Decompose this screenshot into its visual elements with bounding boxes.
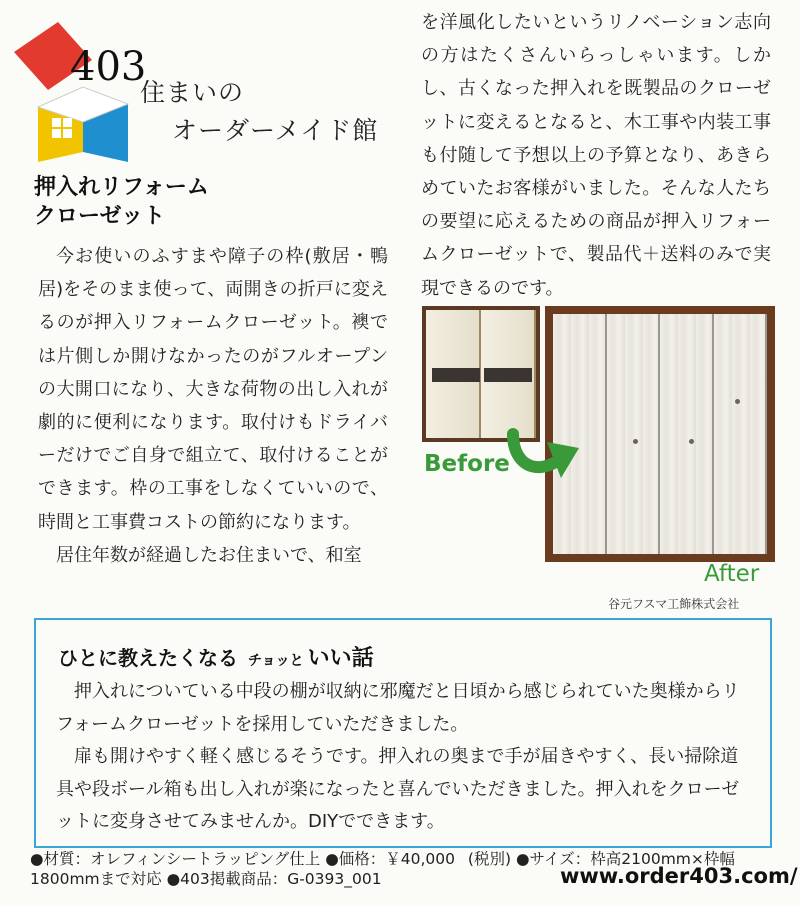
door-knob (689, 439, 694, 444)
tip-body (56, 676, 756, 839)
spec-size: ●サイズ：枠高2100mm×枠幅1800mmまで対応 (30, 850, 735, 888)
article-title-line2: クローゼット (34, 204, 166, 229)
fusuma-handle (484, 368, 532, 382)
article-title (34, 173, 209, 231)
tip-title-small: チョッと (248, 653, 304, 669)
article-paragraph: 今お使いのふすまや障子の枠(敷居・鴨居)をそのまま使って、両開きの折戸に変えるのが押入リフォームクローゼット。襖では片側しか開けなかったのがフルオープンの大開口になり、大きな荷物の出し入れが劇的に便利になります。取付けもドライバーだけでご自身で組立て、取付けることができます。枠の工事をしなくていいので、時間と工事費コストの節約になります。 (38, 246, 388, 533)
closet-door-panel (607, 314, 661, 554)
logo-line1: 住まいの (140, 78, 245, 107)
article-paragraph: 居住年数が経過したお住まいで、和室 (56, 544, 362, 566)
article-column-left (38, 240, 388, 572)
tip-title (58, 641, 374, 672)
spec-price: ●価格：￥40,000 (325, 850, 455, 868)
door-knob (735, 399, 740, 404)
article-column-right (421, 6, 771, 305)
logo-number: 403 (70, 44, 147, 90)
after-label: After (704, 561, 760, 587)
fusuma-handle (432, 368, 480, 382)
tip-paragraph: 押入れについている中段の棚が収納に邪魔だと日頃から感じられていた奥様からリフォームクローゼットを採用していただきました。 (56, 681, 740, 735)
spec-material: ●材質：オレフィンシートラッピング仕上 (30, 850, 321, 868)
curved-arrow-icon (503, 420, 581, 482)
logo-icon (8, 12, 156, 162)
spec-tax: (税別) (467, 850, 512, 868)
article-title-line1: 押入れリフォーム (34, 175, 209, 200)
closet-door-panel (714, 314, 768, 554)
logo-subtitle (140, 74, 378, 150)
spec-product-code: ●403掲載商品：G-0393_001 (166, 870, 382, 888)
tip-paragraph: 扉も開けやすく軽く感じるそうです。押入れの奥まで手が届きやすく、長い掃除道具や段ボール箱も出し入れが楽になったと喜んでいただきました。押入れをクローゼットに変身させてみませんか。DIYでできます。 (56, 746, 740, 833)
before-label: Before (424, 451, 510, 477)
door-knob (633, 439, 638, 444)
tip-title-emphasis: いい話 (307, 646, 374, 671)
photo-credit: 谷元フスマ工飾株式会社 (608, 597, 740, 611)
tip-title-main: ひとに教えたくなる (58, 646, 238, 670)
closet-door-panel (660, 314, 714, 554)
logo-line2: オーダーメイド館 (172, 116, 379, 145)
article-paragraph: を洋風化したいというリノベーション志向の方はたくさんいらっしゃいます。しかし、古くなった押入れを既製品のクローゼットに変えるとなると、木工事や内装工事も付随して予想以上の予算となり、あきらめていたお客様がいました。そんな人たちの要望に応えるための商品が押入リフォームクローゼットで、製品代＋送料のみで実現できるのです。 (421, 12, 771, 299)
website-link[interactable]: www.order403.com/ (560, 864, 798, 888)
